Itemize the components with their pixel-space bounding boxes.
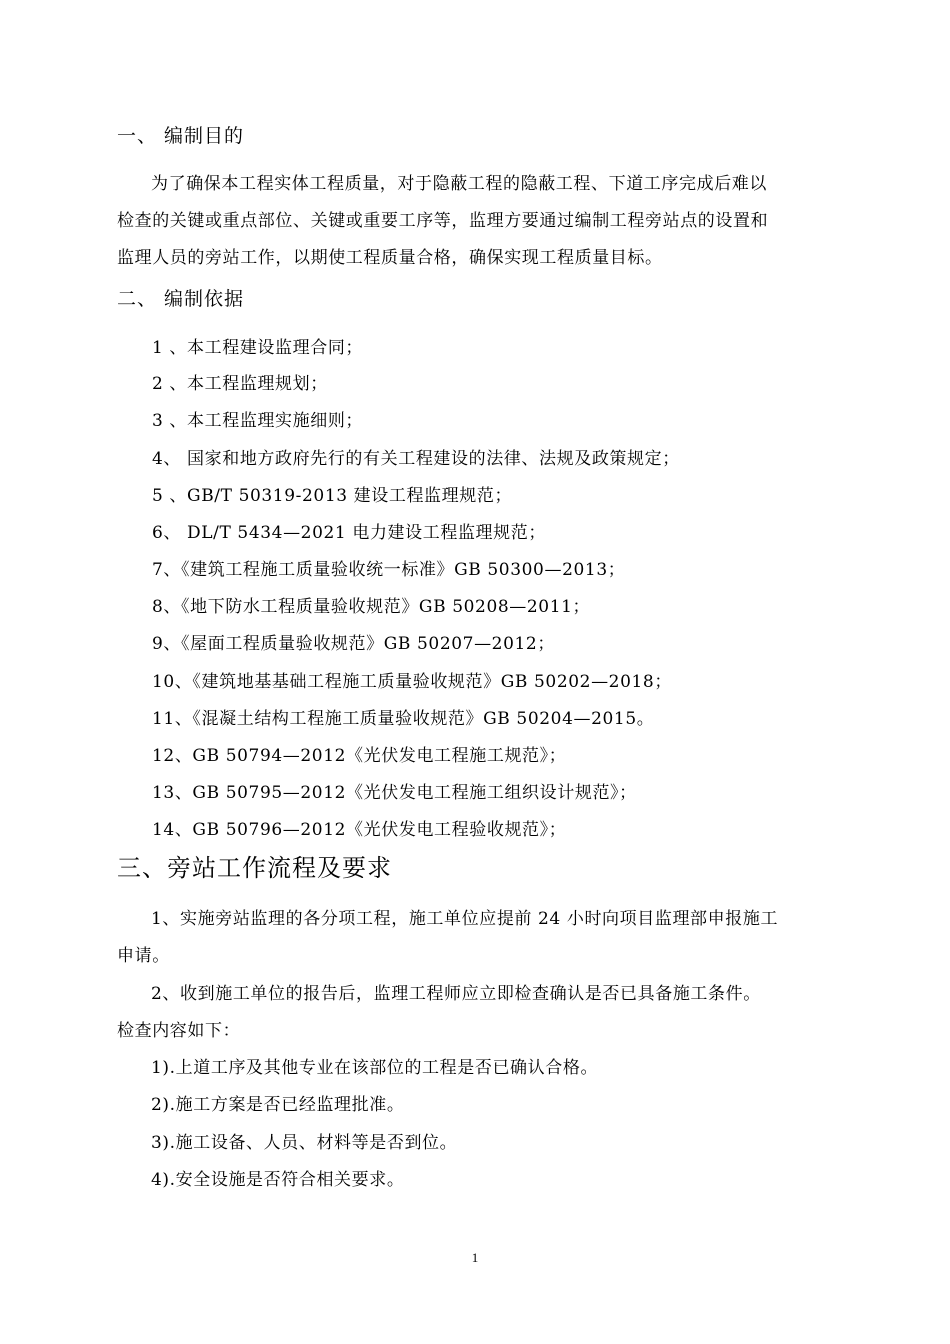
paragraph-line: 申请。: [117, 946, 170, 966]
list-item: 3).施工设备、人员、材料等是否到位。: [151, 1133, 458, 1153]
list-item: 6、 DL/T 5434—2021 电力建设工程监理规范；: [152, 523, 546, 543]
list-item: 7、《建筑工程施工质量验收统一标准》GB 50300—2013；: [152, 560, 626, 580]
list-item: 2 、本工程监理规划；: [152, 374, 328, 394]
section-1-heading: 一、 编制目的: [117, 125, 245, 147]
list-item: 10、《建筑地基基础工程施工质量验收规范》GB 50202—2018；: [152, 672, 672, 692]
paragraph-line: 2、收到施工单位的报告后，监理工程师应立即检查确认是否已具备施工条件。: [151, 984, 761, 1004]
paragraph-line: 检查内容如下：: [117, 1021, 241, 1041]
page-number: 1: [471, 1250, 479, 1265]
section-2-heading: 二、 编制依据: [117, 288, 245, 310]
list-item: 1 、本工程建设监理合同；: [152, 338, 364, 358]
list-item: 11、《混凝土结构工程施工质量验收规范》GB 50204—2015。: [152, 709, 655, 729]
paragraph-line: 为了确保本工程实体工程质量，对于隐蔽工程的隐蔽工程、下道工序完成后难以: [151, 174, 767, 194]
list-item: 9、《屋面工程质量验收规范》GB 50207—2012；: [152, 634, 555, 654]
list-item: 1).上道工序及其他专业在该部位的工程是否已确认合格。: [151, 1058, 599, 1078]
paragraph-line: 1、实施旁站监理的各分项工程，施工单位应提前 24 小时向项目监理部申报施工: [151, 909, 779, 929]
list-item: 14、GB 50796—2012《光伏发电工程验收规范》；: [152, 820, 567, 840]
list-item: 12、GB 50794—2012《光伏发电工程施工规范》；: [152, 746, 567, 766]
list-item: 13、GB 50795—2012《光伏发电工程施工组织设计规范》；: [152, 783, 637, 803]
list-item: 3 、本工程监理实施细则；: [152, 411, 364, 431]
paragraph-line: 检查的关键或重点部位、关键或重要工序等，监理方要通过编制工程旁站点的设置和: [117, 211, 769, 231]
section-3-heading: 三、旁站工作流程及要求: [117, 854, 392, 882]
list-item: 2).施工方案是否已经监理批准。: [151, 1095, 405, 1115]
paragraph-line: 监理人员的旁站工作，以期使工程质量合格，确保实现工程质量目标。: [117, 248, 663, 268]
list-item: 4).安全设施是否符合相关要求。: [151, 1170, 405, 1190]
list-item: 4、 国家和地方政府先行的有关工程建设的法律、法规及政策规定；: [152, 449, 680, 469]
list-item: 8、《地下防水工程质量验收规范》GB 50208—2011；: [152, 597, 591, 617]
list-item: 5 、GB/T 50319-2013 建设工程监理规范；: [152, 486, 513, 506]
